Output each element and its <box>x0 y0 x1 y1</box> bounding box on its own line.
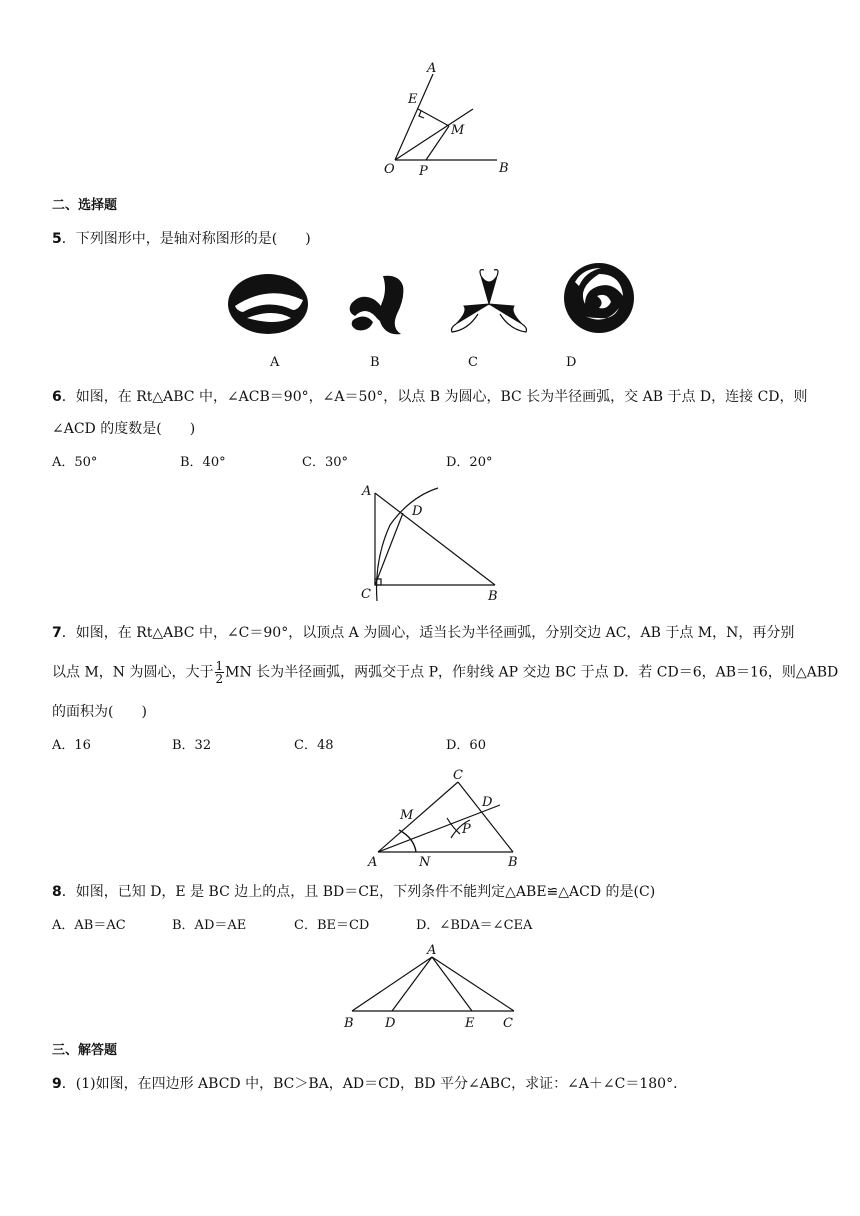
question-text: ．(1)如图，在四边形 ABCD 中，BC＞BA，AD＝CD，BD 平分∠ABC，求证：∠A＋∠C＝180°． <box>61 1076 688 1092</box>
question-8 <box>52 882 655 902</box>
arc-bc <box>377 488 438 601</box>
label-d: D <box>412 504 423 519</box>
q5-option-a-label: A <box>270 355 280 370</box>
figure-q7 <box>365 763 518 873</box>
q8-option-d: D．∠BDA＝∠CEA <box>416 918 533 933</box>
question-number: 8 <box>52 884 62 900</box>
section-title-choice: 二、选择题 <box>52 198 118 213</box>
q6-option-c: C．30° <box>302 455 348 470</box>
ray-ap <box>378 805 500 852</box>
label-n: N <box>419 855 431 870</box>
question-number: 9 <box>52 1076 62 1092</box>
question-7-line-2 <box>52 660 838 685</box>
fraction-denominator: 2 <box>215 672 224 686</box>
label-a: A <box>427 943 437 958</box>
label-c: C <box>361 587 371 602</box>
logo-option-a <box>225 270 313 336</box>
question-9 <box>52 1074 687 1094</box>
side-ab <box>352 957 432 1011</box>
question-number: 7 <box>52 625 62 641</box>
label-p: P <box>419 164 428 179</box>
question-6-line-2: ∠ACD 的度数是( ) <box>52 421 196 437</box>
segment-ad <box>392 957 432 1011</box>
label-b: B <box>488 589 498 604</box>
figure-q8 <box>338 940 528 1032</box>
label-a: A <box>368 855 378 870</box>
question-text: ．如图，已知 D，E 是 BC 边上的点，且 BD＝CE，下列条件不能判定△ABE≌△ACD 的是(C) <box>61 884 656 900</box>
label-c: C <box>503 1016 513 1031</box>
question-5 <box>52 229 311 249</box>
question-6-line-1 <box>52 387 808 407</box>
question-text: ．如图，在 Rt△ABC 中，∠C＝90°，以顶点 A 为圆心，适当长为半径画弧，分别交边 AC，AB 于点 M，N，再分别 <box>61 625 795 641</box>
label-c: C <box>453 768 463 783</box>
logo-option-b <box>343 270 413 338</box>
label-p: P <box>462 822 471 837</box>
label-b: B <box>344 1016 354 1031</box>
arc-m <box>447 818 460 834</box>
q7-option-b: B．32 <box>172 738 212 753</box>
label-m: M <box>400 808 414 823</box>
segment-cd <box>375 513 403 585</box>
question-number: 6 <box>52 389 62 405</box>
label-m: M <box>451 123 465 138</box>
label-e: E <box>465 1016 475 1031</box>
question-text: ．下列图形中，是轴对称图形的是( ) <box>61 231 311 247</box>
q7-option-a: A．16 <box>52 738 91 753</box>
question-7-line-1 <box>52 623 794 643</box>
label-b: B <box>508 855 518 870</box>
question-7-line-3: 的面积为( ) <box>52 704 147 720</box>
q7-option-c: C．48 <box>294 738 334 753</box>
q8-option-a: A．AB＝AC <box>52 918 126 933</box>
side-ac <box>378 782 458 852</box>
logo-option-c <box>448 266 530 336</box>
q7-option-d: D．60 <box>446 738 486 753</box>
figure-q4 <box>370 55 530 180</box>
question-number: 5 <box>52 231 62 247</box>
q8-option-b: B．AD＝AE <box>172 918 247 933</box>
logo-option-d <box>561 260 637 336</box>
question-text-b: MN 长为半径画弧，两弧交于点 P，作射线 AP 交边 BC 于点 D．若 CD＝6，AB＝16，则△ABD <box>225 664 839 681</box>
fraction-numerator: 1 <box>215 659 224 673</box>
fraction-one-half <box>215 660 225 685</box>
q5-option-c-label: C <box>468 355 478 370</box>
question-text-a: 以点 M，N 为圆心，大于 <box>52 664 214 681</box>
segment-mp <box>426 126 449 160</box>
q5-option-b-label: B <box>370 355 380 370</box>
q6-option-b: B．40° <box>180 455 226 470</box>
label-d: D <box>482 795 493 810</box>
section-title-answer: 三、解答题 <box>52 1043 118 1058</box>
label-e: E <box>408 92 418 107</box>
label-b: B <box>499 161 509 176</box>
q6-option-d: D．20° <box>446 455 493 470</box>
segment-ae <box>432 957 472 1011</box>
side-ac <box>432 957 514 1011</box>
q8-option-c: C．BE＝CD <box>294 918 370 933</box>
question-text: ．如图，在 Rt△ABC 中，∠ACB＝90°，∠A＝50°，以点 B 为圆心，BC 长为半径画弧，交 AB 于点 D，连接 CD，则 <box>61 389 808 405</box>
label-d: D <box>385 1016 396 1031</box>
q6-option-a: A．50° <box>52 455 98 470</box>
figure-q6 <box>355 478 515 608</box>
label-o: O <box>384 162 395 177</box>
side-cb <box>458 782 513 852</box>
q5-option-d-label: D <box>566 355 577 370</box>
label-a: A <box>362 484 372 499</box>
label-a: A <box>427 61 437 76</box>
